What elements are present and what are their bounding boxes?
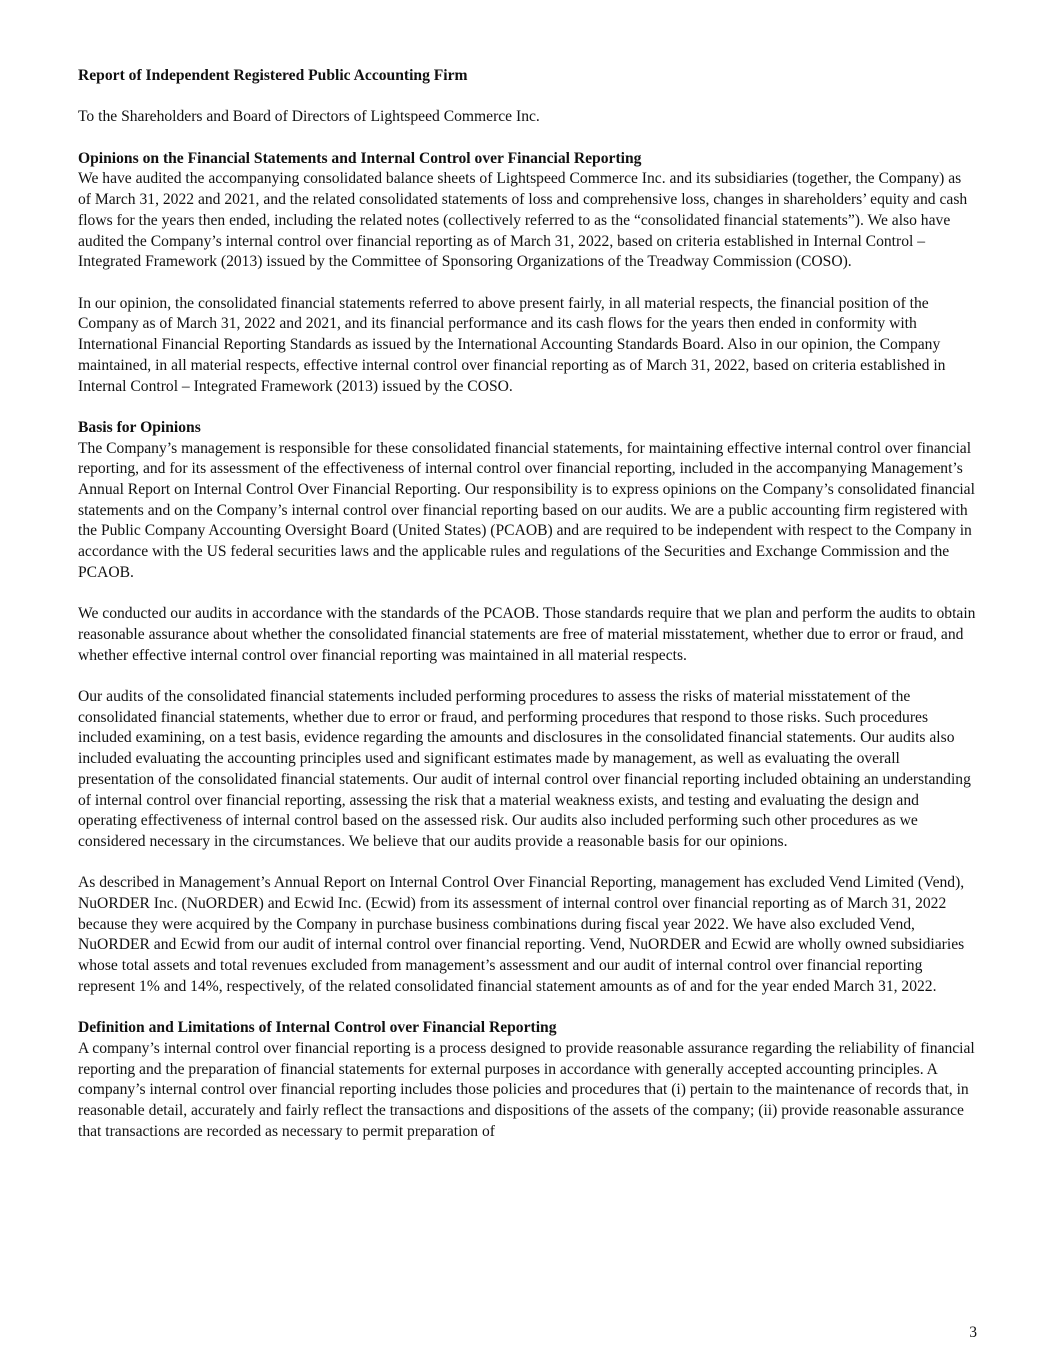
document-page — [78, 66, 976, 1163]
section-heading: Definition and Limitations of Internal Control over Financial Reporting — [78, 1019, 557, 1037]
report-addressee: To the Shareholders and Board of Directors of Lightspeed Commerce Inc. — [78, 108, 540, 126]
section-definition-and-limitations — [78, 1018, 976, 1142]
paragraph: As described in Management’s Annual Report on Internal Control Over Financial Reporting, management has excluded Vend Limited (Vend), NuORDER Inc. (NuORDER) and Ecwid Inc. (Ecwid) from its assessment of internal control over financial reporting as of March 31, 2022 because they were acquired by the Company in purchase business combinations during fiscal year 2022. We have also excluded Vend, NuORDER and Ecwid from our audit of internal control over financial reporting. Vend, NuORDER and Ecwid are wholly owned subsidiaries whose total assets and total revenues excluded from management’s assessment and our audit of internal control over financial reporting represent 1% and 14%, respectively, of the related consolidated financial statement amounts as of and for the year ended March 31, 2022. — [78, 874, 965, 995]
paragraph: The Company’s management is responsible for these consolidated financial statements, for maintaining effective internal control over financial reporting, and for its assessment of the effectiveness of internal control over financial reporting, included in the accompanying Management’s Annual Report on Internal Control Over Financial Reporting. Our responsibility is to express opinions on the Company’s consolidated financial statements and on the Company’s internal control over financial reporting based on our audits. We are a public accounting firm registered with the Public Company Accounting Oversight Board (United States) (PCAOB) and are required to be independent with respect to the Company in accordance with the US federal securities laws and the applicable rules and regulations of the Securities and Exchange Commission and the PCAOB. — [78, 439, 975, 581]
paragraph: In our opinion, the consolidated financial statements referred to above present fairly, in all material respects, the financial position of the Company as of March 31, 2022 and 2021, and its financial performance and its cash flows for the years then ended in conformity with International Financial Reporting Standards as issued by the International Accounting Standards Board. Also in our opinion, the Company maintained, in all material respects, effective internal control over financial reporting as of March 31, 2022, based on criteria established in Internal Control – Integrated Framework (2013) issued by the COSO. — [78, 294, 946, 395]
page-number: 3 — [969, 1324, 977, 1341]
paragraph: We conducted our audits in accordance with the standards of the PCAOB. Those standards require that we plan and perform the audits to obtain reasonable assurance about whether the consolidated financial statements are free of material misstatement, whether due to error or fraud, and whether effective internal control over financial reporting was maintained in all material respects. — [78, 605, 976, 664]
report-title: Report of Independent Registered Public Accounting Firm — [78, 67, 468, 84]
paragraph: A company’s internal control over financial reporting is a process designed to provide reasonable assurance regarding the reliability of financial reporting and the preparation of financial statements for external purposes in accordance with generally accepted accounting principles. A company’s internal control over financial reporting includes those policies and procedures that (i) pertain to the maintenance of records that, in reasonable detail, accurately and fairly reflect the transactions and dispositions of the assets of the company; (ii) provide reasonable assurance that transactions are recorded as necessary to permit preparation of — [78, 1039, 975, 1140]
section-heading: Opinions on the Financial Statements and Internal Control over Financial Reporting — [78, 149, 642, 167]
section-opinions — [78, 149, 976, 397]
paragraph: We have audited the accompanying consolidated balance sheets of Lightspeed Commerce Inc. and its subsidiaries (together, the Company) as of March 31, 2022 and 2021, and the related consolidated statements of loss and comprehensive loss, changes in shareholders’ equity and cash flows for the years then ended, including the related notes (collectively referred to as the “consolidated financial statements”). We also have audited the Company’s internal control over financial reporting as of March 31, 2022, based on criteria established in Internal Control – Integrated Framework (2013) issued by the Committee of Sponsoring Organizations of the Treadway Commission (COSO). — [78, 170, 968, 271]
section-heading: Basis for Opinions — [78, 418, 201, 436]
section-basis-for-opinions — [78, 418, 976, 998]
paragraph: Our audits of the consolidated financial statements included performing procedures to assess the risks of material misstatement of the consolidated financial statements, whether due to error or fraud, and performing procedures that respond to those risks. Such procedures included examining, on a test basis, evidence regarding the amounts and disclosures in the consolidated financial statements. Our audits also included evaluating the accounting principles used and significant estimates made by management, as well as evaluating the overall presentation of the consolidated financial statements. Our audit of internal control over financial reporting included obtaining an understanding of internal control over financial reporting, assessing the risk that a material weakness exists, and testing and evaluating the design and operating effectiveness of internal control based on the assessed risk. Our audits also included performing such other procedures as we considered necessary in the circumstances. We believe that our audits provide a reasonable basis for our opinions. — [78, 688, 971, 850]
